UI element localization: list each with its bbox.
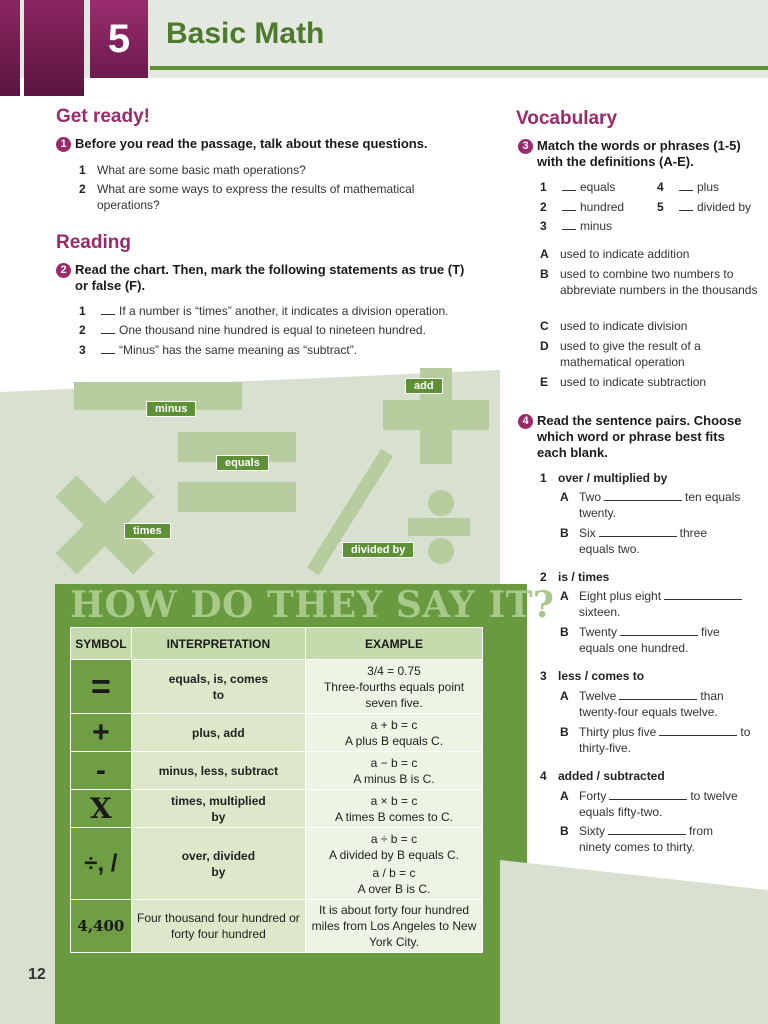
get-ready-task bbox=[56, 136, 486, 152]
answer-blank[interactable] bbox=[101, 343, 115, 354]
interpretation-cell: times, multiplied by bbox=[131, 790, 305, 828]
divide-dot-bottom bbox=[428, 538, 454, 564]
symbol-cell: ÷, / bbox=[71, 828, 132, 900]
answer-blank[interactable] bbox=[679, 200, 693, 211]
sentence-b: B Twenty five equals one hundred. bbox=[560, 625, 720, 655]
answer-blank[interactable] bbox=[599, 526, 677, 537]
reading-heading: Reading bbox=[56, 232, 131, 253]
sentence-group-title: 3 less / comes to bbox=[540, 669, 645, 683]
example-cell: a + b = c A plus B equals C. bbox=[306, 714, 483, 752]
header-rule bbox=[150, 66, 768, 70]
answer-blank[interactable] bbox=[101, 323, 115, 334]
table-header-row bbox=[71, 628, 483, 660]
sentence-group-title: 2 is / times bbox=[540, 570, 610, 584]
answer-blank[interactable] bbox=[679, 180, 693, 191]
vocab-word: 2 hundred bbox=[540, 200, 625, 214]
vocab-word: 5 divided by bbox=[657, 200, 752, 214]
chapter-title: Basic Math bbox=[166, 17, 325, 50]
sentence-group-title: 4 added / subtracted bbox=[540, 769, 665, 783]
answer-blank[interactable] bbox=[604, 490, 682, 501]
get-ready-heading: Get ready! bbox=[56, 106, 150, 127]
task-text: Read the chart. Then, mark the following statements as true (T) or false (F). bbox=[75, 262, 465, 293]
task-number-badge: 4 bbox=[518, 414, 533, 429]
answer-blank[interactable] bbox=[659, 725, 737, 736]
right-decorative-background bbox=[500, 860, 768, 1024]
example-cell: 3/4 = 0.75 Three-fourths equals point seven five. bbox=[306, 660, 483, 714]
definition-item: E used to indicate subtraction bbox=[540, 375, 707, 389]
table-row bbox=[71, 714, 483, 752]
answer-blank[interactable] bbox=[562, 180, 576, 191]
interpretation-cell: plus, add bbox=[131, 714, 305, 752]
math-table bbox=[70, 627, 483, 953]
sentence-b: B Thirty plus five to thirty-five. bbox=[560, 725, 751, 755]
interpretation-cell: equals, is, comes to bbox=[131, 660, 305, 714]
sentence-a: A Twelve than twenty-four equals twelve. bbox=[560, 689, 724, 719]
symbol-cell: - bbox=[71, 752, 132, 790]
divide-dot-top bbox=[428, 490, 454, 516]
vocab-word: 3 minus bbox=[540, 219, 613, 233]
vocabulary-heading: Vocabulary bbox=[516, 108, 618, 129]
header-tab-2 bbox=[24, 0, 84, 96]
header-interpretation: INTERPRETATION bbox=[131, 628, 305, 660]
equals-shape-bottom bbox=[178, 482, 296, 512]
equals-tag: equals bbox=[216, 455, 269, 471]
interpretation-cell: Four thousand four hundred or forty four hundred bbox=[131, 900, 305, 953]
task-number-badge: 1 bbox=[56, 137, 71, 152]
answer-blank[interactable] bbox=[664, 589, 742, 600]
answer-blank[interactable] bbox=[562, 200, 576, 211]
sentence-group-title: 1 over / multiplied by bbox=[540, 471, 668, 485]
header-example: EXAMPLE bbox=[306, 628, 483, 660]
table-row bbox=[71, 752, 483, 790]
symbol-cell: 4,400 bbox=[71, 900, 132, 953]
sentence-a: A Two ten equals twenty. bbox=[560, 490, 741, 520]
tf-item: 1 If a number is “times” another, it indicates a division operation. bbox=[79, 304, 449, 318]
header-tab-1 bbox=[0, 0, 20, 96]
add-tag: add bbox=[405, 378, 443, 394]
chapter-number: 5 bbox=[90, 0, 148, 78]
symbol-cell: X bbox=[71, 790, 132, 828]
answer-blank[interactable] bbox=[609, 789, 687, 800]
task-number-badge: 3 bbox=[518, 139, 533, 154]
example-cell: It is about forty four hundred miles from Los Angeles to New York City. bbox=[306, 900, 483, 953]
interpretation-cell: over, divided by bbox=[131, 828, 305, 900]
table-row bbox=[71, 900, 483, 953]
task-text: Before you read the passage, talk about these questions. bbox=[75, 136, 428, 151]
times-tag: times bbox=[124, 523, 171, 539]
sentence-a: A Forty to twelve equals fifty-two. bbox=[560, 789, 738, 819]
interpretation-cell: minus, less, subtract bbox=[131, 752, 305, 790]
header-symbol: SYMBOL bbox=[71, 628, 132, 660]
minus-tag: minus bbox=[146, 401, 196, 417]
answer-blank[interactable] bbox=[562, 219, 576, 230]
answer-blank[interactable] bbox=[620, 625, 698, 636]
example-cell: a × b = c A times B comes to C. bbox=[306, 790, 483, 828]
table-row bbox=[71, 660, 483, 714]
tf-item: 3 “Minus” has the same meaning as “subtract”. bbox=[79, 343, 358, 357]
symbol-cell: + bbox=[71, 714, 132, 752]
list-item: 1 What are some basic math operations? bbox=[79, 163, 306, 177]
sentence-a: A Eight plus eightsixteen. bbox=[560, 588, 760, 620]
sentence-b: B Six three equals two. bbox=[560, 526, 708, 556]
divide-bar bbox=[408, 518, 470, 536]
answer-blank[interactable] bbox=[619, 689, 697, 700]
list-item: 2 What are some ways to express the results of mathematical operations? bbox=[79, 182, 415, 212]
vocab-word: 4 plus bbox=[657, 180, 720, 194]
example-cell: a ÷ b = c A divided by B equals C. a / b = c A over B is C. bbox=[306, 828, 483, 900]
example-cell: a − b = c A minus B is C. bbox=[306, 752, 483, 790]
page-number: 12 bbox=[28, 966, 46, 983]
vocab-word: 1 equals bbox=[540, 180, 616, 194]
reading-task bbox=[56, 262, 476, 294]
task-text: Match the words or phrases (1-5) with the definitions (A-E). bbox=[537, 138, 741, 169]
definition-item: C used to indicate division bbox=[540, 319, 688, 333]
definition-item: D used to give the result of a mathematical operation bbox=[540, 339, 701, 369]
table-row bbox=[71, 790, 483, 828]
sentence-task bbox=[518, 413, 754, 461]
answer-blank[interactable] bbox=[101, 304, 115, 315]
vocabulary-task bbox=[518, 138, 754, 170]
task-number-badge: 2 bbox=[56, 263, 71, 278]
table-title: HOW DO THEY SAY IT? bbox=[70, 584, 555, 626]
table-row bbox=[71, 828, 483, 900]
tf-item: 2 One thousand nine hundred is equal to nineteen hundred. bbox=[79, 323, 426, 337]
task-text: Read the sentence pairs. Choose which word or phrase best fits each blank. bbox=[537, 413, 742, 460]
definition-item: B used to combine two numbers to abbreviate numbers in the thousands bbox=[540, 267, 758, 297]
sentence-b: B Sixty from ninety comes to thirty. bbox=[560, 824, 714, 854]
divided-by-tag: divided by bbox=[342, 542, 414, 558]
definition-item: A used to indicate addition bbox=[540, 247, 690, 261]
symbol-cell: = bbox=[71, 660, 132, 714]
answer-blank[interactable] bbox=[608, 824, 686, 835]
